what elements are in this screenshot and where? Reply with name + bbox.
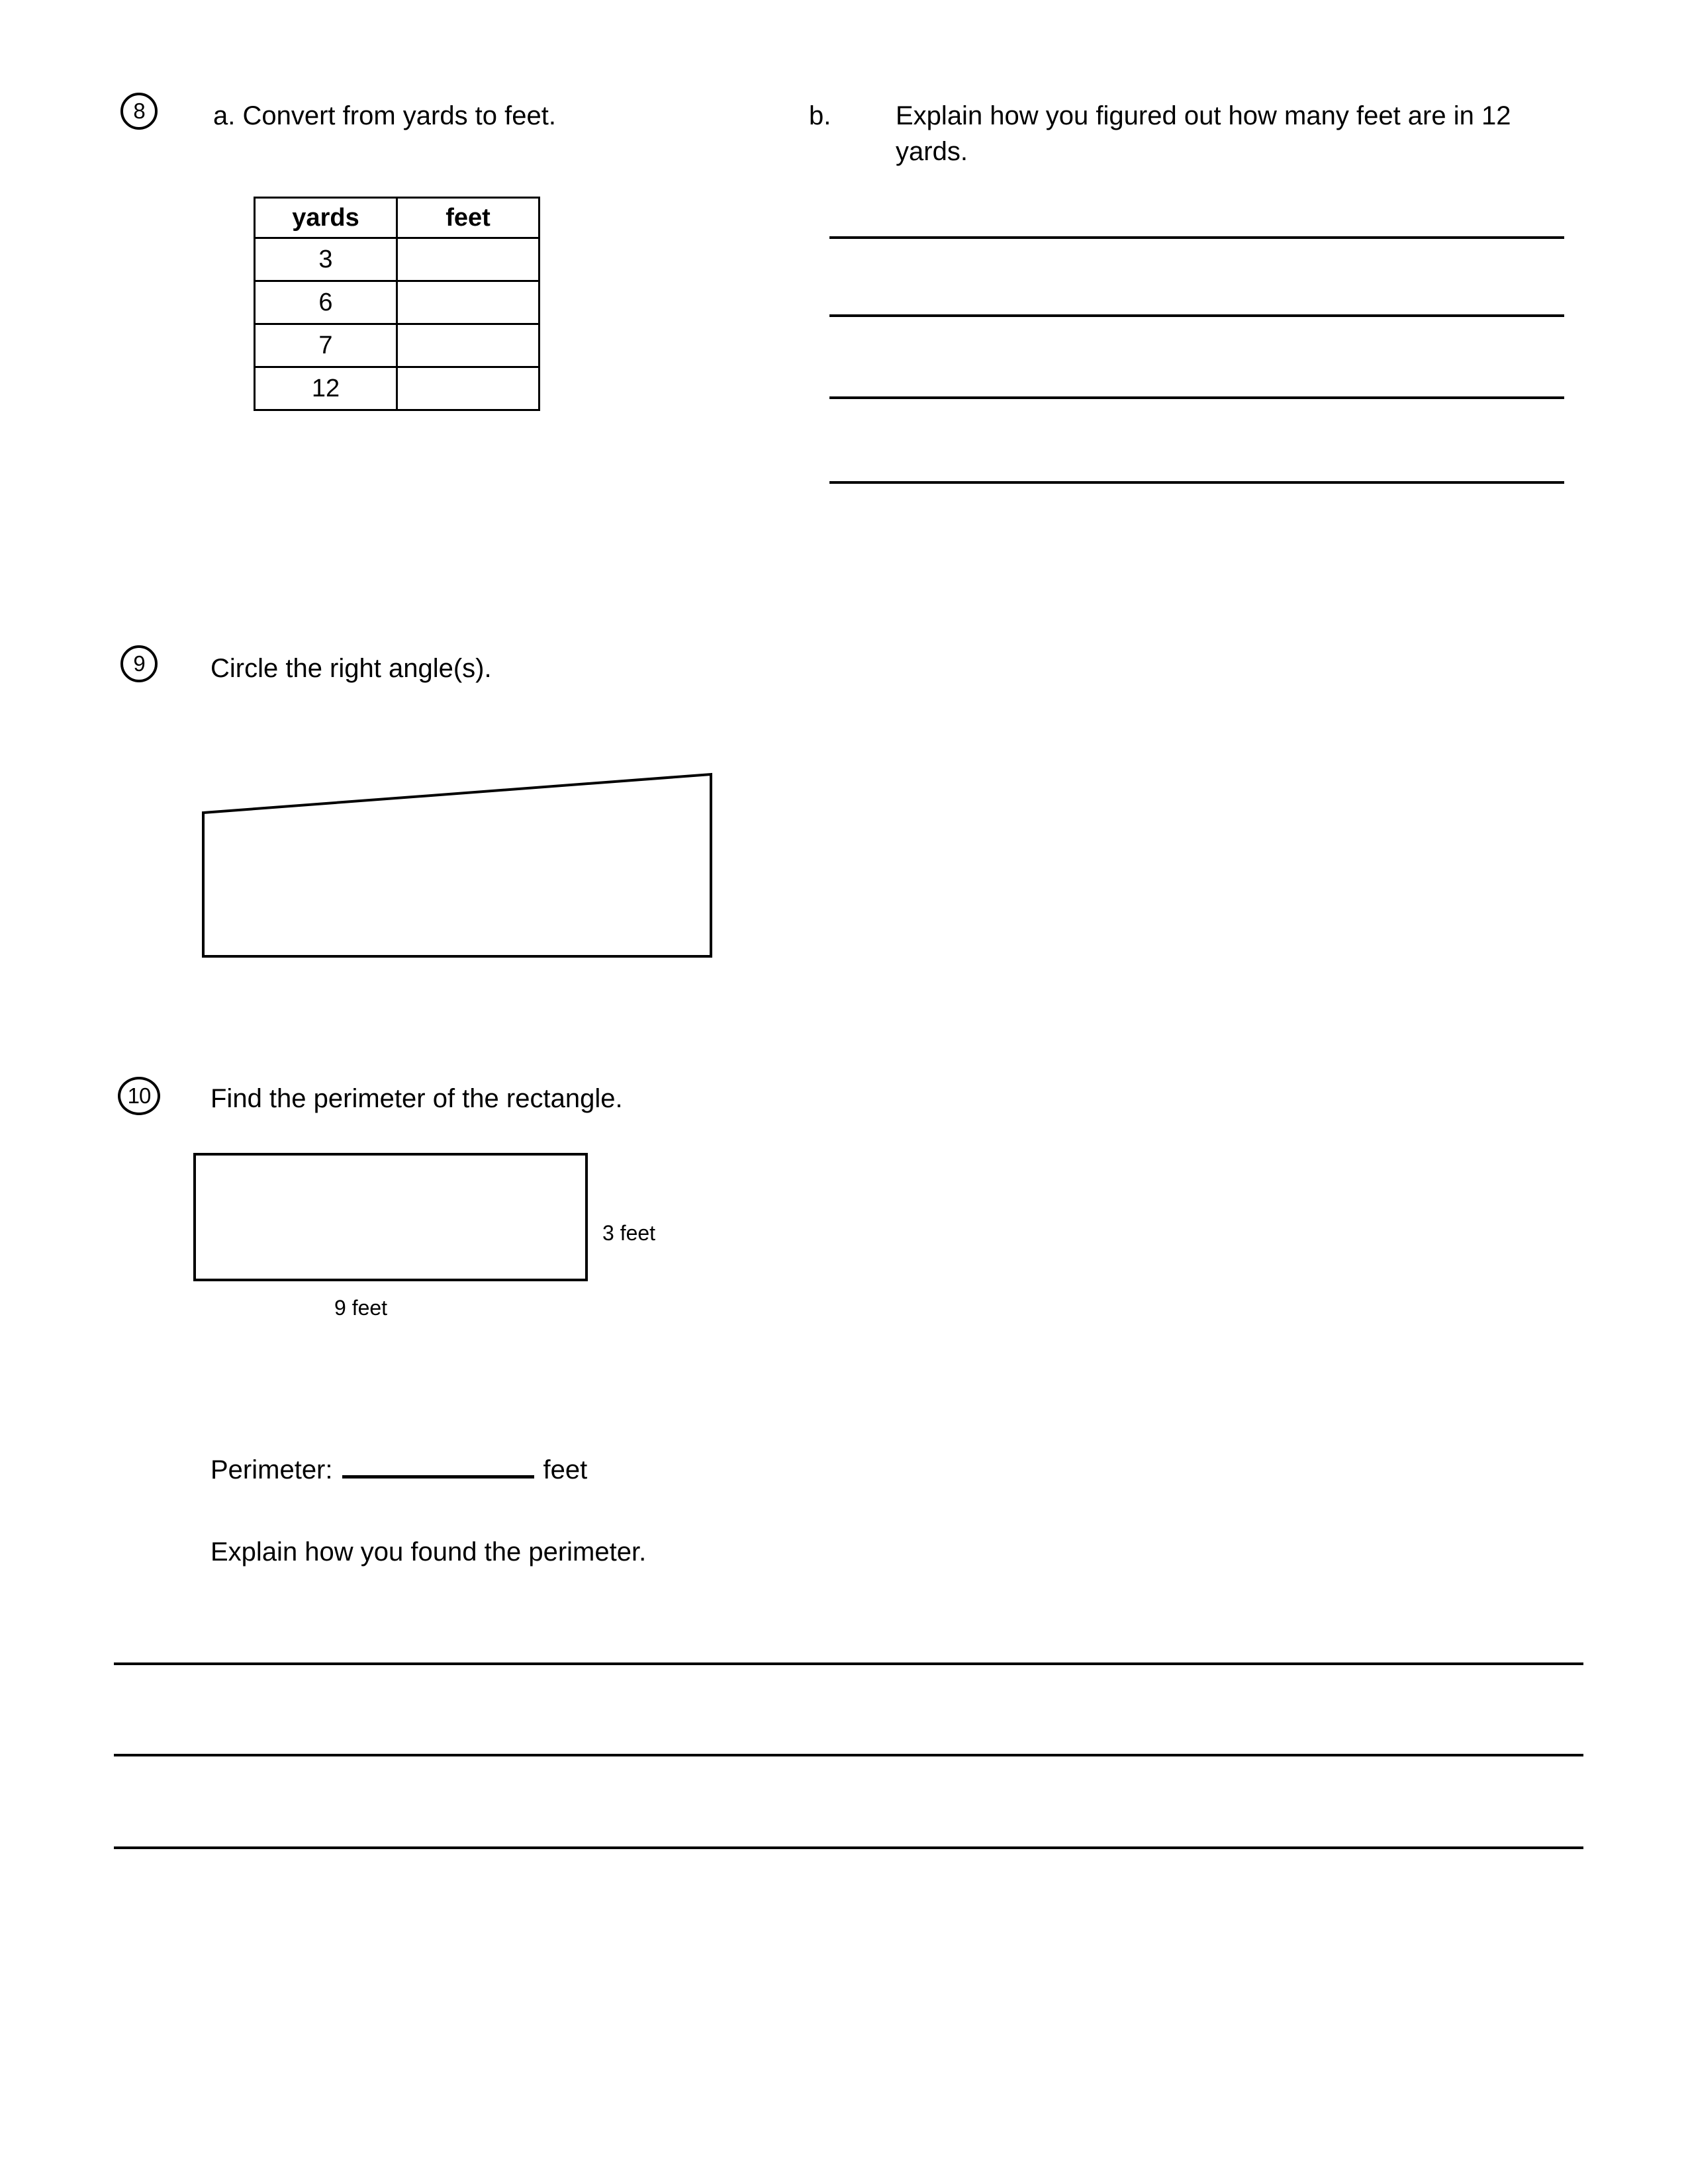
problem-number-8-label: 8 — [133, 99, 145, 123]
problem-8a-prompt: a. Convert from yards to feet. — [213, 101, 556, 130]
cell-feet-input[interactable] — [397, 324, 539, 367]
table-row — [255, 324, 539, 367]
cell-feet-input[interactable] — [397, 238, 539, 281]
answer-line-10-2[interactable] — [114, 1754, 1583, 1756]
rectangle-height-label: 3 feet — [602, 1221, 656, 1245]
answer-line-8b-1[interactable] — [829, 236, 1564, 239]
cell-feet-input[interactable] — [397, 281, 539, 324]
table-row — [255, 367, 539, 410]
cell-yards: 6 — [255, 281, 397, 324]
perimeter-unit-label: feet — [543, 1455, 588, 1484]
perimeter-value-blank[interactable] — [342, 1446, 534, 1479]
answer-line-8b-4[interactable] — [829, 481, 1564, 484]
table-row — [255, 281, 539, 324]
problem-10-prompt: Find the perimeter of the rectangle. — [211, 1084, 623, 1113]
table-header-row — [255, 198, 539, 238]
cell-feet-input[interactable] — [397, 367, 539, 410]
perimeter-label: Perimeter: — [211, 1455, 333, 1484]
problem-8b-prompt: Explain how you figured out how many feet are in 12 yards. — [896, 101, 1511, 166]
rectangle-width-label: 9 feet — [334, 1296, 388, 1320]
problem-number-10-label: 10 — [127, 1083, 151, 1108]
problem-number-9 — [120, 645, 158, 682]
problem-9-prompt: Circle the right angle(s). — [211, 654, 492, 683]
perimeter-answer-row — [211, 1446, 587, 1486]
table-header-yards: yards — [255, 198, 397, 238]
cell-yards: 12 — [255, 367, 397, 410]
problem-8b-label: b. — [809, 101, 831, 130]
problem-number-10 — [118, 1077, 160, 1115]
yards-to-feet-table — [254, 197, 540, 411]
rectangle-outline — [195, 1154, 586, 1280]
quadrilateral-figure — [192, 761, 728, 973]
answer-line-8b-2[interactable] — [829, 314, 1564, 317]
answer-line-10-3[interactable] — [114, 1846, 1583, 1849]
quadrilateral-outline — [203, 774, 711, 956]
cell-yards: 7 — [255, 324, 397, 367]
table-row — [255, 238, 539, 281]
problem-10-explain-prompt: Explain how you found the perimeter. — [211, 1537, 647, 1567]
rectangle-figure — [192, 1152, 602, 1297]
cell-yards: 3 — [255, 238, 397, 281]
answer-line-8b-3[interactable] — [829, 396, 1564, 399]
table-header-feet: feet — [397, 198, 539, 238]
problem-number-8 — [120, 93, 158, 130]
answer-line-10-1[interactable] — [114, 1662, 1583, 1665]
problem-number-9-label: 9 — [133, 651, 145, 676]
